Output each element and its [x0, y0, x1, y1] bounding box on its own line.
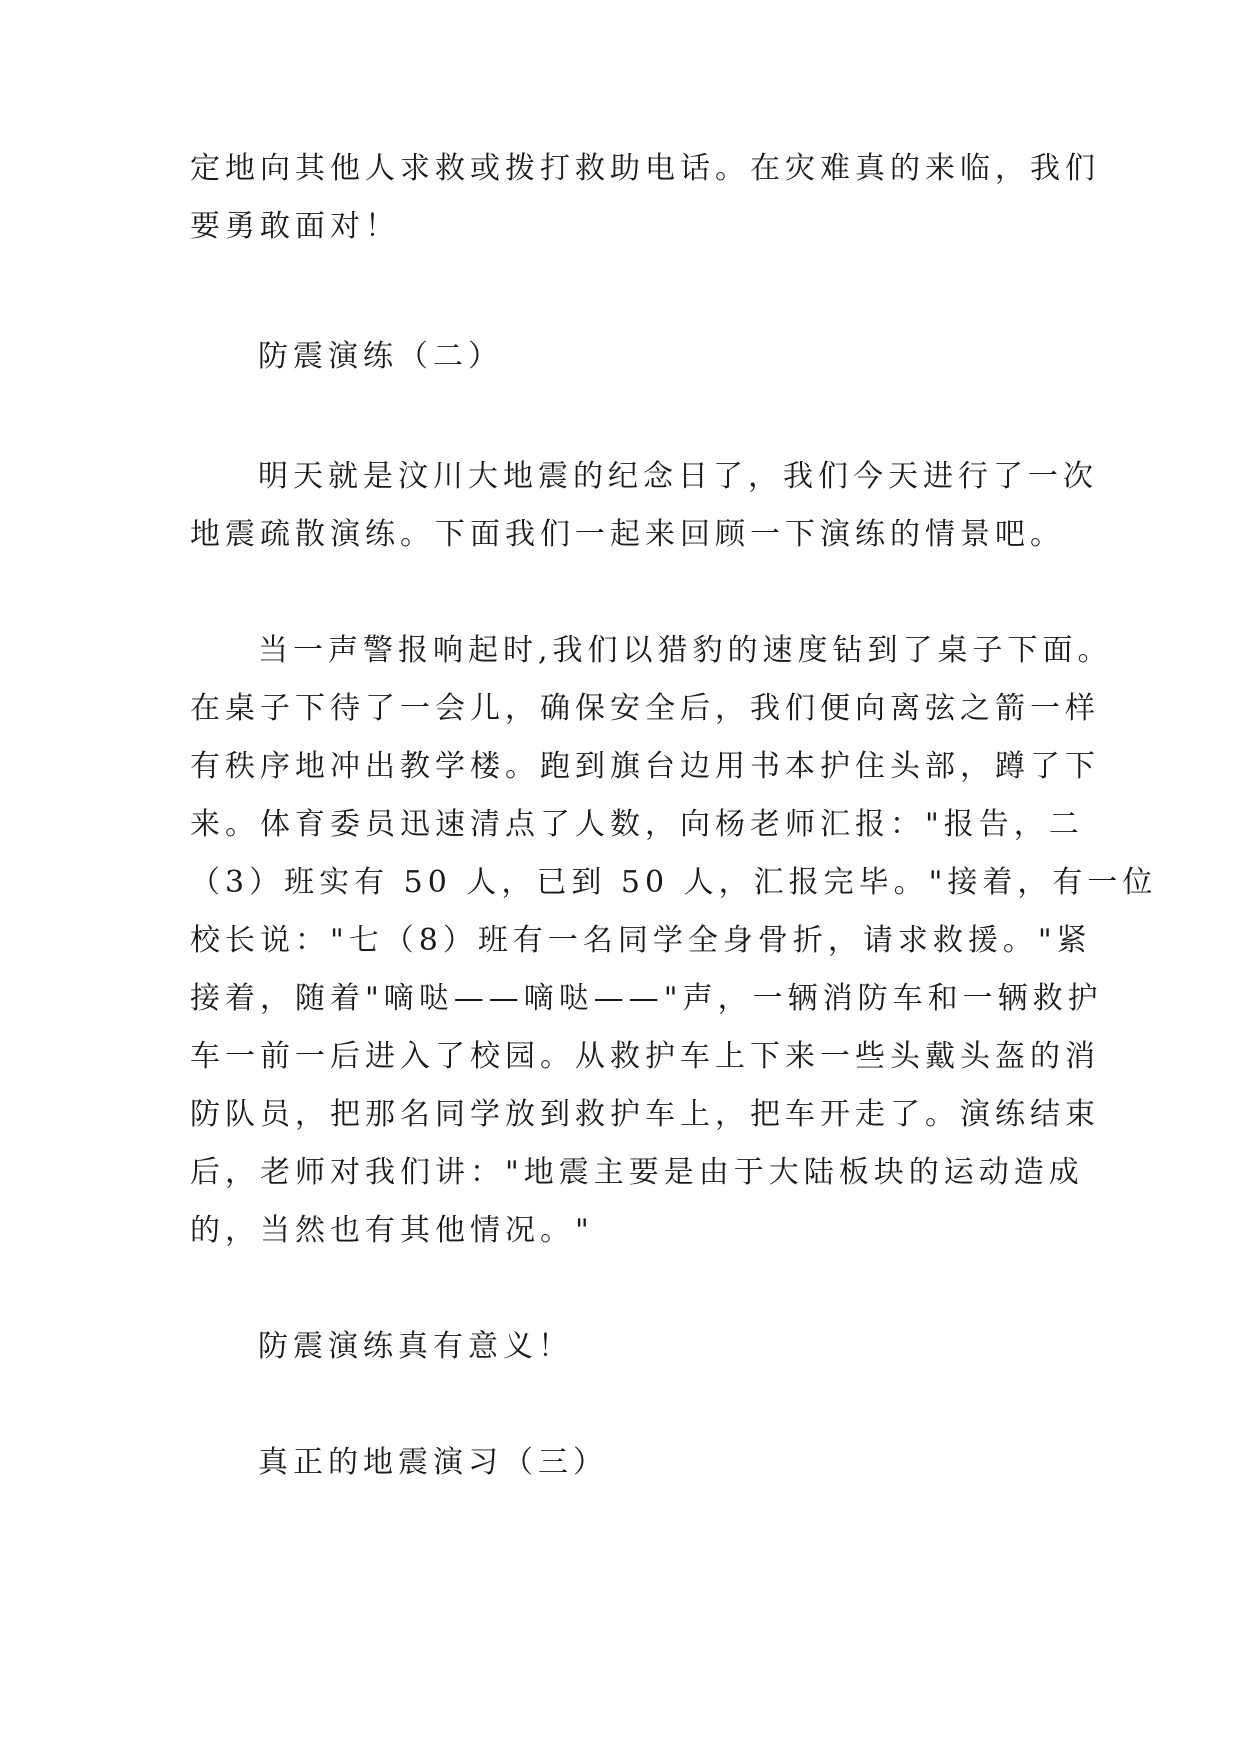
paragraph-line: 定地向其他人求救或拨打救助电话。在灾难真的来临，我们 — [190, 151, 1100, 186]
paragraph-line: 当一声警报响起时,我们以猎豹的速度钻到了桌子下面。 — [258, 633, 1113, 668]
paragraph-line: 车一前一后进入了校园。从救护车上下来一些头戴头盔的消 — [190, 1039, 1100, 1074]
paragraph-line: 防队员，把那名同学放到救护车上，把车开走了。演练结束 — [190, 1097, 1100, 1132]
paragraph-line: 地震疏散演练。下面我们一起来回顾一下演练的情景吧。 — [190, 517, 1065, 552]
section-heading: 防震演练（二） — [258, 339, 503, 374]
paragraph-line: 在桌子下待了一会儿，确保安全后，我们便向离弦之箭一样 — [190, 691, 1100, 726]
paragraph-line: 明天就是汶川大地震的纪念日了，我们今天进行了一次 — [258, 459, 1098, 494]
section-heading: 真正的地震演习（三） — [258, 1445, 608, 1480]
paragraph-line: 校长说："七（8）班有一名同学全身骨折，请求救援。"紧 — [190, 923, 1092, 958]
paragraph-line: 后，老师对我们讲："地震主要是由于大陆板块的运动造成 — [190, 1155, 1084, 1190]
paragraph-line: （3）班实有 50 人，已到 50 人，汇报完毕。"接着，有一位 — [190, 865, 1158, 900]
paragraph-line: 有秩序地冲出教学楼。跑到旗台边用书本护住头部，蹲了下 — [190, 749, 1100, 784]
paragraph-line: 来。体育委员迅速清点了人数，向杨老师汇报："报告，二 — [190, 807, 1084, 842]
paragraph-line: 的，当然也有其他情况。" — [190, 1213, 594, 1248]
paragraph-line: 要勇敢面对！ — [190, 209, 400, 244]
section-heading: 防震演练真有意义！ — [258, 1329, 573, 1364]
paragraph-line: 接着，随着"嘀哒——嘀哒——"声，一辆消防车和一辆救护 — [190, 981, 1103, 1016]
